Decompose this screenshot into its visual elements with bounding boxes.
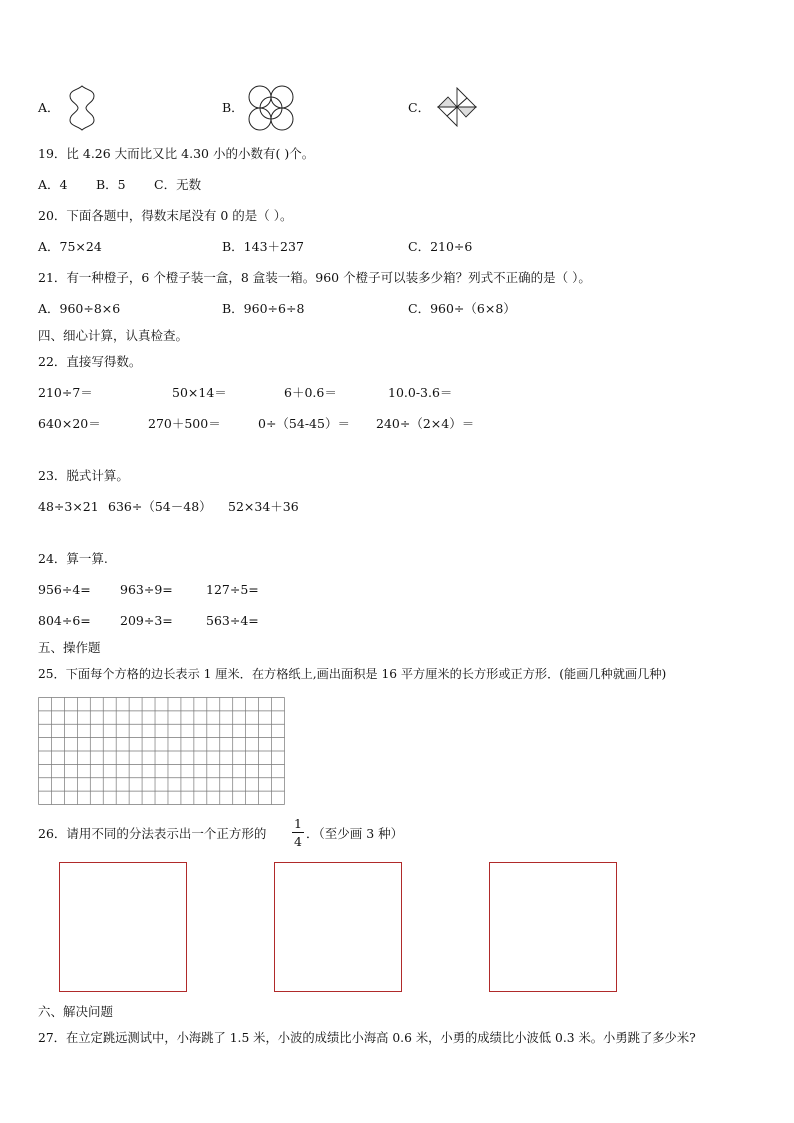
- q24-item: 956÷4=: [38, 582, 91, 597]
- q19-option-c: C．无数: [154, 177, 202, 192]
- q21-stem: 21．有一种橙子，6 个橙子装一盒，8 盒装一箱。960 个橙子可以装多少箱？列式不正确的是（ ）。: [38, 270, 591, 285]
- q18-option-b-label: B．: [222, 100, 244, 115]
- q22-stem: 22．直接写得数。: [38, 354, 142, 369]
- q24-item: 209÷3=: [120, 613, 173, 628]
- symmetric-vase-outline-icon: [64, 84, 100, 132]
- q23-item: 636÷（54－48）: [108, 499, 212, 514]
- q22-item: 240÷（2×4）＝: [376, 416, 475, 431]
- fraction-numerator: 1: [294, 816, 302, 831]
- q27-stem: 27．在立定跳远测试中，小海跳了 1.5 米，小波的成绩比小海高 0.6 米，小勇的成绩比小波低 0.3 米。小勇跳了多少米?: [38, 1031, 696, 1045]
- q23-stem: 23．脱式计算。: [38, 468, 129, 483]
- fraction-one-quarter: [292, 816, 304, 849]
- q21-option-a: A．960÷8×6: [38, 301, 121, 316]
- q22-item: 6＋0.6＝: [284, 385, 337, 400]
- q22-item: 210÷7＝: [38, 385, 93, 400]
- q18-option-c-label: C．: [408, 100, 431, 115]
- q24-item: 563÷4=: [206, 613, 259, 628]
- q22-item: 270＋500＝: [148, 416, 221, 431]
- q22-item: 640×20＝: [38, 416, 101, 431]
- q22-item: 0÷（54-45）＝: [258, 416, 350, 431]
- q24-item: 804÷6=: [38, 613, 91, 628]
- q19-option-a: A．4: [38, 177, 68, 192]
- square-grid-paper[interactable]: [38, 697, 285, 805]
- drawing-square-2[interactable]: [274, 862, 402, 992]
- section-4-heading: 四、细心计算，认真检查。: [38, 328, 189, 343]
- q26-stem-after: ．（至少画 3 种）: [306, 826, 404, 841]
- q23-item: 52×34＋36: [228, 499, 299, 514]
- q24-item: 127÷5=: [206, 582, 259, 597]
- section-6-heading: 六、解决问题: [38, 1004, 114, 1019]
- q20-stem: 20．下面各题中，得数末尾没有 0 的是（ ）。: [38, 208, 293, 223]
- q19-option-b: B．5: [96, 177, 126, 192]
- q22-item: 10.0-3.6＝: [388, 385, 453, 400]
- q20-option-b: B．143＋237: [222, 239, 304, 254]
- q18-option-a-label: A．: [38, 100, 60, 115]
- q21-option-b: B．960÷6÷8: [222, 301, 305, 316]
- q25-stem: 25．下面每个方格的边长表示 1 厘米．在方格纸上,画出面积是 16 平方厘米的长方形或正方形．(能画几种就画几种): [38, 667, 667, 681]
- drawing-square-1[interactable]: [59, 862, 187, 992]
- fraction-denominator: 4: [294, 834, 302, 849]
- q24-item: 963÷9=: [120, 582, 173, 597]
- q24-stem: 24．算一算.: [38, 551, 108, 566]
- q26-stem-before: 26．请用不同的分法表示出一个正方形的: [38, 826, 267, 841]
- q21-option-c: C．960÷（6×8）: [408, 301, 516, 316]
- drawing-square-3[interactable]: [489, 862, 617, 992]
- four-circle-flower-icon: [247, 84, 295, 132]
- q20-option-c: C．210÷6: [408, 239, 473, 254]
- q19-stem: 19．比 4.26 大而比又比 4.30 小的小数有( )个。: [38, 146, 315, 161]
- q23-item: 48÷3×21: [38, 499, 99, 514]
- q20-option-a: A．75×24: [38, 239, 102, 254]
- section-5-heading: 五、操作题: [38, 640, 101, 655]
- pinwheel-icon: [433, 84, 481, 130]
- q22-item: 50×14＝: [172, 385, 227, 400]
